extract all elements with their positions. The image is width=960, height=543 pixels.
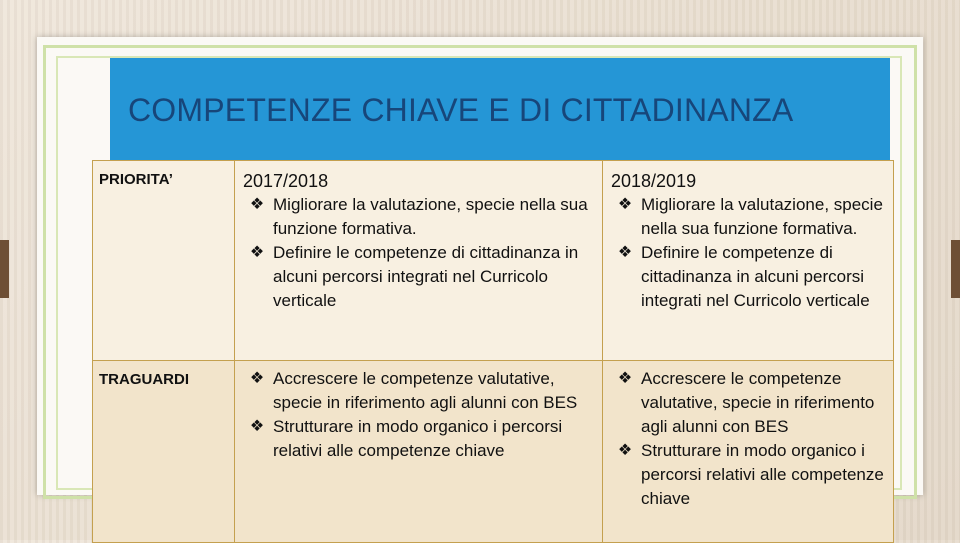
bullet-text: Migliorare la valutazione, specie nella sua funzione formativa.: [641, 195, 883, 238]
bullet-text: Migliorare la valutazione, specie nella sua funzione formativa.: [273, 195, 588, 238]
list-item: [243, 193, 594, 241]
list-item: [243, 367, 594, 415]
list-item: [611, 241, 885, 313]
priorities-table: [92, 160, 894, 543]
year-heading-2017-2018: 2017/2018: [243, 171, 329, 191]
left-edge-tab: [0, 240, 9, 298]
diamond-bullet-icon: ❖: [249, 370, 265, 387]
bullet-text: Accrescere le competenze valutative, specie in riferimento agli alunni con BES: [641, 369, 875, 436]
row-label-cell: [93, 361, 235, 543]
cell-2017-2018: [235, 161, 603, 361]
table-row-priorita: [93, 161, 894, 361]
diamond-bullet-icon: ❖: [617, 370, 633, 387]
list-item: [243, 241, 594, 313]
list-item: [611, 439, 885, 511]
diamond-bullet-icon: ❖: [249, 418, 265, 435]
diamond-bullet-icon: ❖: [617, 244, 633, 261]
bullet-list: [611, 193, 885, 313]
diamond-bullet-icon: ❖: [617, 442, 633, 459]
list-item: [611, 367, 885, 439]
bullet-text: Definire le competenze di cittadinanza in alcuni percorsi integrati nel Curricolo verticale: [273, 243, 579, 310]
list-item: [243, 415, 594, 463]
table-row-traguardi: [93, 361, 894, 543]
row-label-cell: [93, 161, 235, 361]
cell-2018-2019: [603, 161, 894, 361]
bullet-list: [611, 367, 885, 511]
bullet-text: Definire le competenze di cittadinanza in alcuni percorsi integrati nel Curricolo verticale: [641, 243, 870, 310]
bullet-list: [243, 367, 594, 463]
diamond-bullet-icon: ❖: [617, 196, 633, 213]
diamond-bullet-icon: ❖: [249, 196, 265, 213]
row-label-traguardi: TRAGUARDI: [99, 371, 189, 388]
cell-traguardi-a: [235, 361, 603, 543]
diamond-bullet-icon: ❖: [249, 244, 265, 261]
row-label-priorita: PRIORITA’: [99, 171, 173, 188]
year-heading-2018-2019: 2018/2019: [611, 171, 697, 191]
bullet-text: Strutturare in modo organico i percorsi relativi alle competenze chiave: [641, 441, 884, 508]
bullet-text: Strutturare in modo organico i percorsi relativi alle competenze chiave: [273, 417, 563, 460]
right-edge-tab: [951, 240, 960, 298]
bullet-list: [243, 193, 594, 313]
list-item: [611, 193, 885, 241]
slide-title: COMPETENZE CHIAVE E DI CITTADINANZA: [128, 92, 794, 128]
cell-traguardi-b: [603, 361, 894, 543]
bullet-text: Accrescere le competenze valutative, specie in riferimento agli alunni con BES: [273, 369, 578, 412]
